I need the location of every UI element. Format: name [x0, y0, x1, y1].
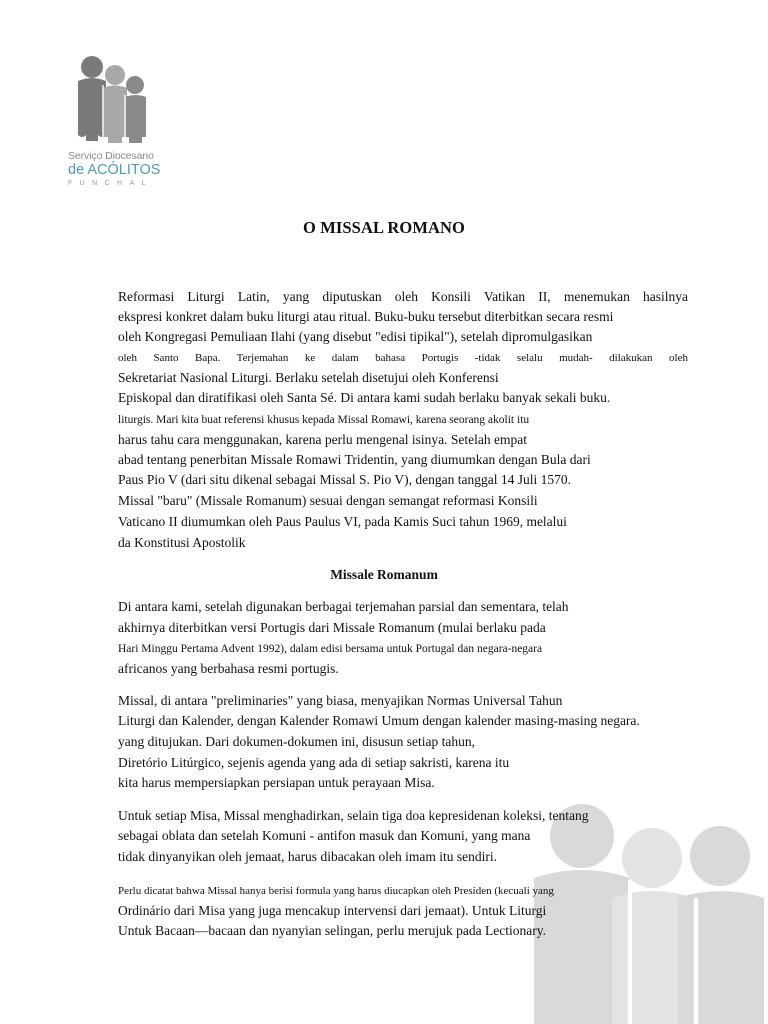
paragraph-1-line: oleh Santo Bapa. Terjemahan ke dalam bahasa Portugis -tidak selalu mudah- dilakukan oleh: [118, 352, 688, 364]
paragraph-3-line: Diretório Litúrgico, sejenis agenda yang ada di setiap sakristi, karena itu: [118, 755, 510, 770]
paragraph-5-line: Perlu dicatat bahwa Missal hanya berisi formula yang harus diucapkan oleh Presiden (kecuali yang: [118, 885, 554, 897]
paragraph-3-line: Liturgi dan Kalender, dengan Kalender Romawi Umum dengan kalender masing-masing negara.: [118, 713, 640, 728]
paragraph-1-line: liturgis. Mari kita buat referensi khusus kepada Missal Romawi, karena seorang akolit itu: [118, 414, 530, 426]
page-title: O MISSAL ROMANO: [303, 218, 465, 237]
logo-line-2: de ACÓLITOS: [68, 162, 161, 178]
paragraph-1-line: Paus Pio V (dari situ dikenal sebagai Missal S. Pio V), dengan tanggal 14 Juli 1570.: [118, 472, 571, 487]
logo-line-1: Serviço Diocesano: [68, 150, 154, 162]
paragraph-1-line: Missal "baru" (Missale Romanum) sesuai dengan semangat reformasi Konsili: [118, 493, 538, 508]
section-heading: Missale Romanum: [330, 567, 438, 582]
paragraph-2-line: akhirnya diterbitkan versi Portugis dari Missale Romanum (mulai berlaku pada: [118, 620, 546, 635]
paragraph-1-line: harus tahu cara menggunakan, karena perlu mengenal isinya. Setelah empat: [118, 432, 527, 447]
people-watermark-icon: [520, 800, 768, 1024]
logo-line-3: FUNCHAL: [68, 180, 153, 187]
paragraph-2-line: Di antara kami, setelah digunakan berbagai terjemahan parsial dan sementara, telah: [118, 599, 569, 614]
paragraph-1-line: Sekretariat Nasional Liturgi. Berlaku setelah disetujui oleh Konferensi: [118, 370, 499, 385]
paragraph-5-line: Ordinário dari Misa yang juga mencakup intervensi dari jemaat). Untuk Liturgi: [118, 903, 547, 918]
paragraph-3-line: yang ditujukan. Dari dokumen-dokumen ini, disusun setiap tahun,: [118, 734, 475, 749]
paragraph-1-line: Vaticano II diumumkan oleh Paus Paulus VI, pada Kamis Suci tahun 1969, melalui: [118, 514, 567, 529]
paragraph-2-line: africanos yang berbahasa resmi portugis.: [118, 661, 339, 676]
paragraph-4-line: sebagai oblata dan setelah Komuni - antifon masuk dan Komuni, yang mana: [118, 828, 531, 843]
paragraph-3-line: Missal, di antara "preliminaries" yang biasa, menyajikan Normas Universal Tahun: [118, 693, 563, 708]
paragraph-3-line: kita harus mempersiapkan persiapan untuk perayaan Misa.: [118, 775, 435, 790]
diocesan-acolytes-logo: [62, 55, 172, 195]
paragraph-1-line: oleh Kongregasi Pemuliaan Ilahi (yang disebut "edisi tipikal"), setelah dipromulgasikan: [118, 329, 593, 344]
paragraph-1-line: da Konstitusi Apostolik: [118, 535, 246, 550]
paragraph-1-line: abad tentang penerbitan Missale Romawi Tridentin, yang diumumkan dengan Bula dari: [118, 452, 591, 467]
three-people-icon: [72, 55, 152, 145]
paragraph-1-line: Episkopal dan diratifikasi oleh Santa Sé. Di antara kami sudah berlaku banyak sekali buku.: [118, 390, 611, 405]
paragraph-2-line: Hari Minggu Pertama Advent 1992), dalam edisi bersama untuk Portugal dan negara-negara: [118, 643, 543, 655]
paragraph-5-line: Untuk Bacaan—bacaan dan nyanyian selingan, perlu merujuk pada Lectionary.: [118, 923, 546, 938]
paragraph-1-line: ekspresi konkret dalam buku liturgi atau ritual. Buku-buku tersebut diterbitkan secara resmi: [118, 309, 614, 324]
paragraph-4-line: tidak dinyanyikan oleh jemaat, harus dibacakan oleh imam itu sendiri.: [118, 849, 498, 864]
paragraph-1-line: Reformasi Liturgi Latin, yang diputuskan oleh Konsili Vatikan II, menemukan hasilnya: [118, 289, 688, 304]
paragraph-4-line: Untuk setiap Misa, Missal menghadirkan, selain tiga doa kepresidenan koleksi, tentang: [118, 808, 589, 823]
